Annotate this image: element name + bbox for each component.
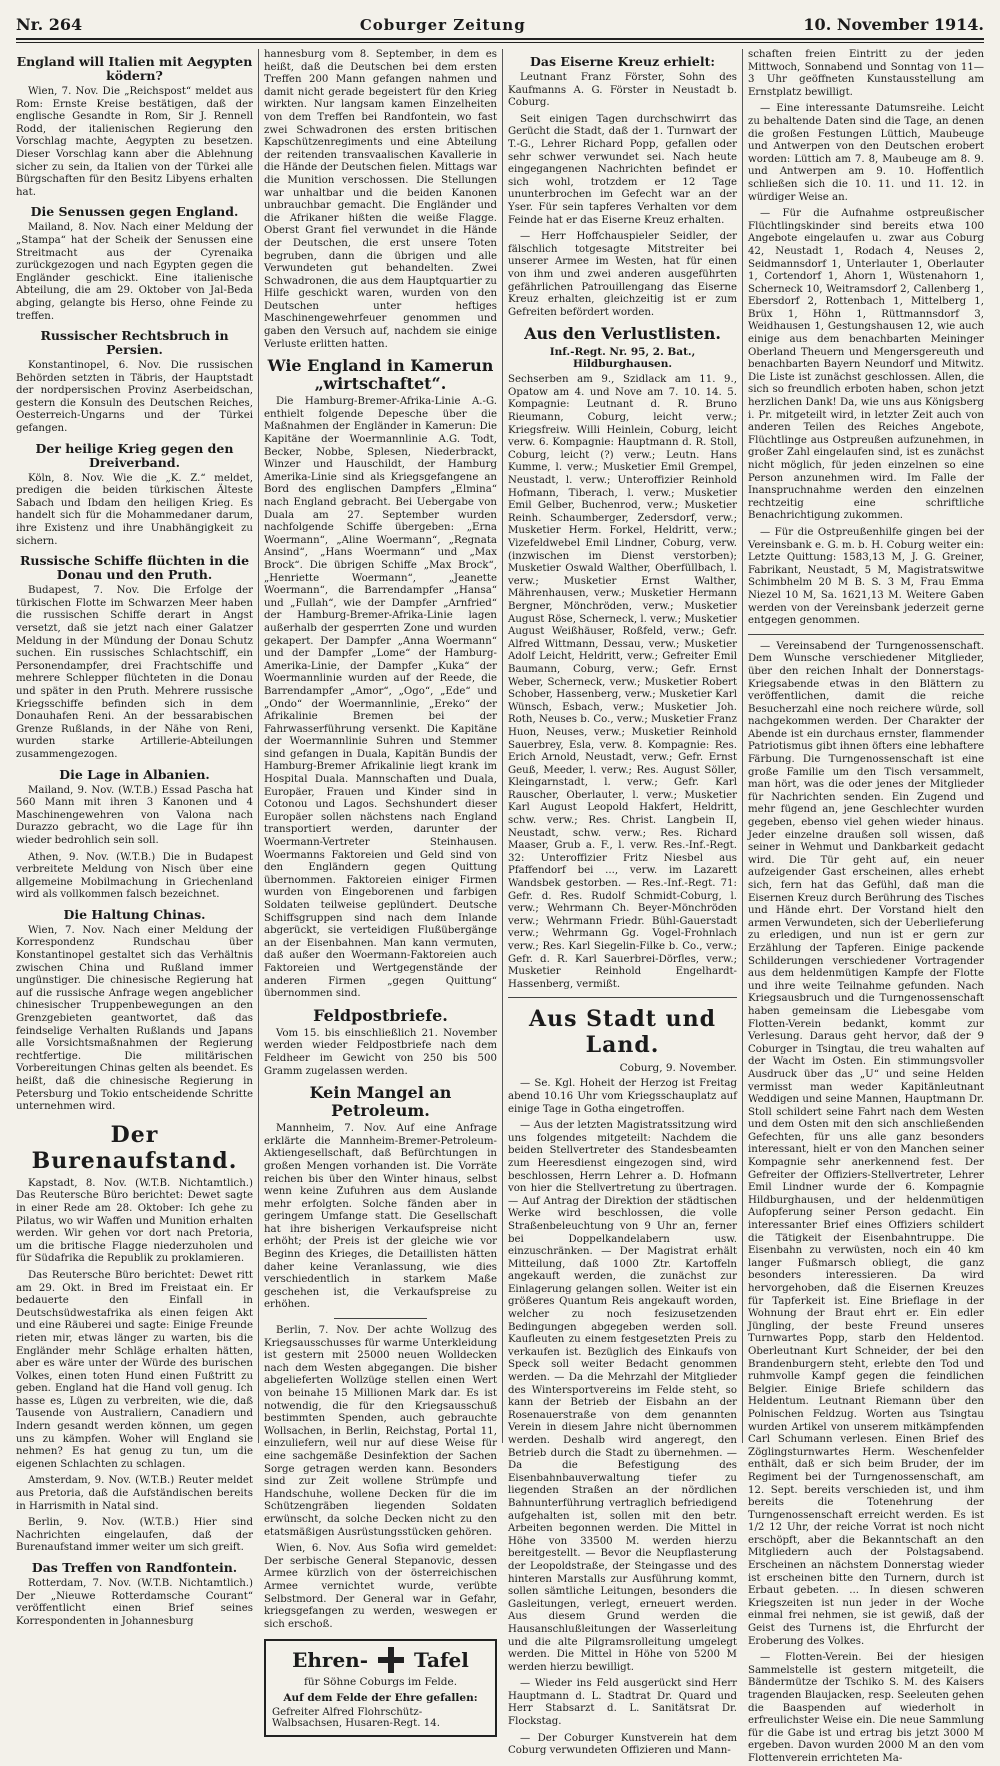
article-text: Wien, 7. Nov. Die „Reichspost“ meldet aus Rom: Ernste Kreise bestätigen, daß der englische Gesandte in Rom, Sir J. Rennell Rodd, der italienischen Regierung den Vorschlag machte, Aegypten zu besetzen. Dieser Vorschlag kann aber die Ablehnung sicher zu sein, da Italien von der Türkei alle Bürgschaften für den Besitz Libyens erhalten hat.: [16, 86, 253, 198]
article-text: Berlin, 7. Nov. Der achte Wollzug des Kriegsausschusses für warme Unterkleidung ist gestern mit 25000 neuen Wolldecken nach dem Westen abgegangen. Die bisher abgelieferten Wollzüge stellen einen Wert von beinahe 15 Millionen Mark dar. Es ist notwendig, die für den Kriegsausschuß bestimmten Spenden, auch gebrauchte Wollsachen, in Berlin, Reichstag, Portal 11, einzuliefern, weil nur auf diese Weise für eine sachgemäße Desinfektion der Sachen Sorge getragen werden kann. Besonders sind zur Zeit wollene Strümpfe und Handschuhe, wollene Decken für die im Schützengräben liegenden Soldaten erwünscht, da solche Decken nicht zu den etatsmäßigen Ausrüstungsstücken gehören.: [264, 1325, 497, 1538]
article-text: Mailand, 8. Nov. Nach einer Meldung der „Stampa“ hat der Scheik der Senussen eine Streitmacht aus der Cyrenaika zurückgezogen und nach Egypten gegen die Engländer geschickt. Eine italienische Abteilung, die am 29. Oktober von Jal-Beda abging, gelangte bis Herso, ohne Feinde zu treffen.: [16, 222, 253, 322]
ehrentafel-title-right: Tafel: [414, 1648, 469, 1673]
column-3: [502, 49, 742, 1757]
masthead-rule: [16, 38, 984, 40]
article-heading: Die Haltung Chinas.: [63, 906, 206, 922]
ehrentafel-heading: Auf dem Felde der Ehre gefallen:: [283, 1692, 478, 1705]
issue-number: Nr. 264: [16, 15, 83, 34]
article-text: Rotterdam, 7. Nov. (W.T.B. Nichtamtlich.) Der „Nieuwe Rotterdamsche Courant“ veröffentlicht einen Brief seines Korrespondenten in Johannesburg: [16, 1578, 253, 1627]
article-text: Köln, 8. Nov. Wie die „K. Z.“ meldet, predigen die beiden türkischen Älteste Sabach und Ibdam den heiligen Krieg. Es handelt sich für die Mohammedaner darum, ihre Existenz und ihre Unabhängigkeit zu sichern.: [16, 472, 253, 547]
article-heading: Russischer Rechtsbruch in Persien.: [40, 328, 229, 358]
masthead-rule-thin: [16, 42, 984, 43]
article-text: — Eine interessante Datumsreihe. Leicht zu behaltende Daten sind die Tage, an denen die großen Festungen Lüttich, Maubeuge und Antwerpen von den Deutschen erobert worden: Lüttich am 7. 8, Maubeuge am 8. 9. und Antwerpen am 9. 10. Hoffentlich schließen sich die 10. 11. und 11. 12. in würdiger Weise an.: [748, 103, 984, 203]
article-text: — Aus der letzten Magistratssitzung wird uns folgendes mitgeteilt: Nachdem die beiden Stellvertreter des Standesbeamten zum Heeresdienst eingezogen sind, wird beschlossen, Herrn Lehrer a. D. Hofmann von hier die Stellvertretung zu übertragen. — Auf Antrag der Direktion der städtischen Werke wird beschlossen, die volle Straßenbeleuchtung von 9 Uhr an, ferner bei Doppelkandelabern usw. einzuschränken. — Der Magistrat erhält Mitteilung, daß 1000 Ztr. Kartoffeln angekauft werden, die zunächst zur Einlagerung gelangen sollen. Weiter ist ein größeres Quantum Reis angekauft worden, welcher zu noch fesizusetzenden Bedingungen abgegeben werden soll. Kaufleuten zu einem festgesetzten Preis zu verkaufen ist. Bezüglich des Einkaufs von Speck soll weiter Bedacht genommen werden. — Da die Mehrzahl der Mitglieder des Wintersportvereins im Felde steht, so kann der Betrieb der Eisbahn an der Rosenauerstraße von dem genannten Verein in diesem Jahre nicht übernommen werden. Deshalb wird angeregt, den Betrieb durch die Stadt zu übernehmen. — Da die Befestigung des Eisenbahnbauverwaltung tiefer zu liegenden Straßen an der nördlichen Bahnunterführung vertraglich befriedigend aufgehalten ist, sollen mit den betr. Arbeiten begonnen werden. Die Mittel in Höhe von 33500 M. werden hierzu bereitgestellt. — Bevor die Neupflasterung der Leopoldstraße, der Steingasse und des hinteren Marstalls zur Ausführung kommt, sollen sämtliche Leitungen, besonders die Gasleitungen, verlegt, erneuert werden. Aus diesem Grund werden die Hausanschlußleitungen der Wasserleitung und die alte Pilgramsrolleitung umgelegt werden. Die Mittel in Höhe von 5200 M werden hierzu bewilligt.: [508, 1120, 737, 1673]
article-text: Das Reutersche Büro berichtet: Dewet ritt am 29. Okt. in Bred im Freistaat ein. Er bedauerte den Einfall in Deutschsüdwestafrika als einen feigen Akt und eine Räuberei und sagte: Einige Freunde rieten mir, etwas länger zu warten, bis die Engländer mehr Schläge erhalten hätten, aber es wäre unter der Würde des burischen Volkes, einen toten Hund einen Fußtritt zu geben. England hat die Hand voll genug. Ich hasse es, Lügen zu verbreiten, wie die, daß Tausende von Australiern, Canadiern und Indern gesandt werden können, um gegen uns zu kämpfen. Woher will England sie nehmen? Es hat genug zu tun, um die eigenen Schlachten zu schlagen.: [16, 1269, 253, 1470]
column-2: [258, 49, 502, 1730]
article-text: Berlin, 9. Nov. (W.T.B.) Hier sind Nachrichten eingelaufen, daß der Burenaufstand immer weiter um sich greift.: [16, 1517, 253, 1554]
separator: [748, 634, 984, 635]
article-text: Athen, 9. Nov. (W.T.B.) Die in Budapest verbreitete Meldung von Nisch über eine allgemeine Mobilmachung in Griechenland wird als vollkommen falsch bezeichnet.: [16, 851, 253, 901]
column-4: [742, 49, 984, 1764]
article-heading: Die Senussen gegen England.: [30, 204, 239, 220]
article-subheading: Inf.-Regt. Nr. 95, 2. Bat., Hildburghausen.: [549, 346, 696, 371]
article-text: Mannheim, 7. Nov. Auf eine Anfrage erklärte die Mannheim-Bremer-Petroleum-Aktiengesellschaft, daß Befürchtungen in großen Mengen vorhanden ist. Die Vorräte reichen bis über den Winter hinaus, selbst wenn keine Zufuhren aus dem Auslande mehr erfolgten. Solche fänden aber in geringem Umfange statt. Die Gesellschaft hat ihre bisherigen Verkaufspreise nicht erhöht; der Preis ist der gleiche wie vor Beginn des Krieges, die Detaillisten hätten daher keine Veranlassung, wie dies verschiedentlich in starkem Maße geschehen ist, die Verkaufspreise zu erhöhen.: [264, 1123, 497, 1311]
article-text: — Für die Ostpreußenhilfe gingen bei der Vereinsbank e. G. m. b. H. Coburg weiter ein: Letzte Quittung: 1583,13 M, J. G. Greiner, Fabrikant, Neustadt, 5 M, Magistratswitwe Schimbhelm 20 M B. S. 3 M, Frau Emma Niezel 10 M, Sa. 1621,13 M. Weitere Gaben werden von der Vereinsbank jederzeit gerne entgegen genommen.: [748, 526, 984, 627]
article-text: schaften freien Eintritt zu der jeden Mittwoch, Sonnabend und Sonntag von 11—3 Uhr geöffneten Kunstausstellung am Ernstplatz bewilligt.: [748, 49, 984, 98]
ehrentafel-title-left: Ehren-: [292, 1648, 369, 1673]
article-text: Wien, 7. Nov. Nach einer Meldung der Korrespondenz Rundschau über Konstantinopel gestaltet sich das Verhältnis zwischen China und Rußland immer ungünstiger. Die chinesische Regierung hat auf die russische Anfrage wegen angeblicher chinesischer Truppenbewegungen an den Grenzgebieten geantwortet, daß das feindselige Verhalten Rußlands und Japans alle Vorsichtsmaßnahmen der Regierung rechtfertige. Die militärischen Vorbereitungen Chinas gelten als beendet. Es heißt, daß die chinesische Regierung in Petersburg und Tokio entscheidende Schritte unternehmen wird.: [16, 924, 253, 1113]
article-text: — Der Coburger Kunstverein hat dem Coburg verwundeten Offizieren und Mann-: [508, 1732, 737, 1757]
article-text: — Se. Kgl. Hoheit der Herzog ist Freitag abend 10.16 Uhr vom Kriegsschauplatz auf einige Tage in Gotha eingetroffen.: [508, 1078, 737, 1115]
article-heading: Der Burenaufstand.: [31, 1121, 238, 1174]
article-heading: Feldpostbriefe.: [313, 1005, 448, 1025]
column-1: [16, 49, 258, 1627]
separator: [508, 997, 737, 998]
article-text: hannesburg vom 8. September, in dem es heißt, daß die Deutschen bei dem ersten Treffen 200 Mann gefangen nahmen und damit nicht gerade begeistert für den Krieg wirkten. Nur langsam kamen Einzelheiten von dem Treffen bei Randfontein, wo fast zwei Schwadronen des ersten britischen Kapschützenregiments und eine Abteilung der reitenden transvaalischen Kavallerie in die Hände der Deutschen fielen. Mittags war die Munition verschossen. Die Stellungen war unhaltbar und die beiden Kanonen unbrauchbar gemacht. Die Engländer und die Afrikaner hißten die weiße Flagge. Oberst Grant fiel verwundet in die Hände der Deutschen, die erst unsere Toten begruben, dann die übrigen und alle Verwundeten gut behandelten. Zwei Schwadronen, die aus dem Hauptquartier zu Hilfe geschickt waren, wurden von den Deutschen unter heftiges Maschinengewehrfeuer genommen und gaben den Versuch auf, nachdem sie einige Verluste erlitten hatten.: [264, 49, 497, 350]
article-text: Budapest, 7. Nov. Die Erfolge der türkischen Flotte im Schwarzen Meer haben die russischen Schiffe derart in Angst versetzt, daß sie jetzt nach einer Galatzer Meldung in der Mündung der Donau Schutz suchen. Ein russisches Schlachtschiff, ein Personendampfer, drei Frachtschiffe und mehrere Schlepper flüchteten in die Donau und später in den Pruth. Mehrere russische Kriegsschiffe befinden sich in dem Donauhafen Reni. An der bessarabischen Grenze Rußlands, in der Nähe von Reni, wurden starke Artillerie-Abteilungen zusammengezogen.: [16, 585, 253, 760]
article-text: Konstantinopel, 6. Nov. Die russischen Behörden setzten in Täbris, der Hauptstadt der nordpersischen Provinz Aserbeidschan, gestern die Konsuln des Deutschen Reiches, Oesterreich-Ungarns und der Türkei gefangen.: [16, 360, 253, 435]
article-text: Die Hamburg-Bremer-Afrika-Linie A.-G. enthielt folgende Depesche über die Maßnahmen der Engländer in Kamerun: Die Kapitäne der Woermannlinie A.G. Todt, Becker, Nobbe, Splesen, Niederbrackt, Winzer und Hauschildt, der Hamburg Amerika-Linie sind als Kriegsgefangene an Bord des englischen Dampfers „Elmina“ nach England gebracht. Bei Uebergabe von Duala am 27. September wurden nachfolgende Schiffe übergeben: „Erna Woermann“, „Aline Woermann“, „Regnata Ansind“, „Hans Woermann“ und „Max Brock“. Die übrigen Schiffe „Max Brock“, „Henriette Woermann“, „Jeanette Woermann“, die Barrendampfer „Hansa“ und „Fullah“, wie der Dampfer „Arnfried“ der Hamburg-Bremer-Afrika-Linie lagen außerhalb der gesperrten Zone und wurden gekapert. Der Dampfer „Anna Woermann“ und der Dampfer „Lome“ der Hamburg-Amerika-Linie, der Dampfer „Kuka“ der Woermannlinie wurden auf der Reede, die Barrendampfer „Amor“, „Ogo“, „Ede“ und „Ondo“ der Woermannlinie, „Ereko“ der Afrikalinie Bremen bei der Fahrwasserführung versenkt. Die Kapitäne der Woermannlinie Suhren und Stemmer sind gefangen in Duala, Kapitän Bundis der Hamburg-Bremer Afrikalinie liegt krank im Hospital Duala. Mannschaften und Duala, Europäer, Frauen und Kinder sind in Cotonou und Lagos. Sechshundert dieser Europäer sollen nächstens nach England transportiert werden, darunter der Woermann-Vertreter Steinhausen. Woermanns Faktoreien und Geld sind von den Engländern gegen Quittung übernommen. Faktoreien einiger Firmen wurden von Eingeborenen und farbigen Soldaten teilweise geplündert. Deutsche Schiffsgruppen sind nach dem Inlande abgerückt, sie verteidigen Flußübergänge an der Eisenbahnen. Man kann vermuten, daß außer den Woermann-Faktoreien auch Faktoreien und Wertgegenstände der anderen Firmen „gegen Quittung“ übernommen sind.: [264, 396, 497, 1000]
article-heading: Wie England in Kamerun „wirtschaftet“.: [267, 356, 494, 394]
separator: [334, 1318, 427, 1319]
article-text: — Für die Aufnahme ostpreußischer Flüchtlingskinder sind bereits etwa 100 Angebote eingelaufen u. zwar aus Coburg 42, Neustadt 1, Rodach 4, Neuses 2, Seidmannsdorf 1, Unterlauter 1, Oberlauter 1, Cortendorf 1, Ahorn 1, Wüstenahorn 1, Scherneck 10, Weitramsdorf 2, Callenberg 1, Ebersdorf 2, Rottenbach 1, Mittelberg 1, Brüx 1, Höhn 1, Rüttmannsdorf 3, Weidhausen 1, Gestungshausen 12, wie auch einige aus dem benachbarten Meininger Oberland Theuern und Mengersgereuth und benachbarten Bayern Neundorf und Mitwitz. Die Liste ist zunächst geschlossen. Allen, die sich so freundlich erboten haben, schon jetzt herzlichen Dank! Da, wie uns aus Königsberg i. Pr. mitgeteilt wird, in letzter Zeit auch von anderen Teilen des Reiches Angebote, Flüchtlinge aus Ostpreußen aufzunehmen, in großer Zahl eingelaufen sind, ist es zunächst nicht möglich, für jeden einzelnen so eine Person anzunehmen wird. Im Falle der Inanspruchnahme werden den einzelnen rechtzeitig eine schriftliche Benachrichtigung zukommen.: [748, 208, 984, 522]
ehrentafel-title: [272, 1647, 489, 1673]
article-text: Amsterdam, 9. Nov. (W.T.B.) Reuter meldet aus Pretoria, daß die Aufständischen bereits in Harrismith in Natal sind.: [16, 1475, 253, 1512]
article-heading: Russische Schiffe flüchten in die Donau und den Pruth.: [19, 553, 250, 583]
masthead: [16, 10, 984, 34]
article-text: — Vereinsabend der Turngenossenschaft. Dem Wunsche verschiedener Mitglieder, über den reichen Inhalt der Donnerstags-Kriegsabende etwas in den Blättern zu veröffentlichen, damit die reiche Besucherzahl eine noch reichere würde, soll nachgekommen werden. Der Charakter der Abende ist ein durchaus ernster, flammender Patriotismus gibt ihnen öfters eine lebhaftere Färbung. Die Turngenossenschaft ist eine große Familie um den Tisch versammelt, man hört, was die oder jenes der Mitglieder für Nachrichten senden. Ein Zugend und mehr fügend an, jene Geschlechter wurden gegeben, ebenso viel gehen wieder hinaus. Jeder einzelne draußen soll wissen, daß seiner in Wehmut und Dankbarkeit gedacht wird. Die Tür geht auf, ein neuer aufzeigender Gast erscheinen, alles erhebt sich, fern hat das Gefühl, daß man die Eisernen Kreuz durch Berührung des Tisches und Hände ehrt. Der Vorstand hielt den armen Verwundeten, sich der Ueberlieferung zu erledigen, und nun ist er gern zur Erzählung der Tapferen. Einige packende Schilderungen verschiedener Vortragender aus dem heldenmütigen Kampfe der Flotte und ihre weite Teilnahme gefunden. Nach Kriegsausbruch und die Turngenossenschaft haben gemeinsam die Liebesgabe vom Flotten-Verein bedankt, kommt zur Verlesung. Daraus geht hervor, daß der 9 Coburger in Tsingtau, die treu wahalten auf der Wacht im Osten. Ein stimmungsvoller Ausdruck über das „U“ und seine Helden vermisst man weder Kapitänleutnant Weddigen und seine Mannen, Hauptmann Dr. Stoll schildert seine Fahrt nach dem Westen und dem Osten mit den sich anschließenden Gefechten, für uns alle ganz besonders interessant, hielt er von den Manchen seiner Kompagnie sehr anerkennend fest. Der Gefreiter der Offiziers-Stellvertreter, Lehrer Emil Lindner wurde der 6. Kompagnie Hildburghausen, und der heldenmütigen Aufopferung seiner Person gedacht. Ein interessanter Brief eines Offiziers schildert die Tätigkeit der Eisenbahntruppe. Die Eisenbahn zu verwüsten, noch ein 40 km langer Fußmarsch obliegt, die ganz besonders interessieren. Da wird hervorgehoben, daß die Eisernen Kreuzes für Tapferkeit ist. Eine Brieflage in der Wohnung der Braut ehrt er. Ein edler Jüngling, der beste Freund unseres Turnwartes Popp, starb den Heldentod. Oberleutnant Kurt Schneider, der bei den Brandenburgern steht, erlebte den Tod und ruhmvolle Kampf gegen die feindlichen Belgier. Einige Briefe schildern das Heldentum. Leutnant Riemann über den Polnischen Feldzug. Worten aus Tsingtau wurden Artikel von unserem mitkämpfenden Carl Schumann verlesen. Einen Brief des Zöglingsturnwartes Herm. Weschenfelder enthält, daß er sich beim Bruder, der im Regiment bei der Turngenossenschaft, am 12. Sept. bereits verschieden ist, und ihm bereits die Totenehrung der Turngenossenschaft erreicht werden. Es ist 1/2 12 Uhr, der reiche Vorrat ist noch nicht erschöpft, aber die Bekanntschaft an den Mitgliedern auch der Polstagsabend. Erscheinen an nächstem Donnerstag wieder ist erscheinen bitte den Turnern, durch ist Erbaut gebeten. ... In diesen schweren Kriegszeiten ist nun jeder in der Woche einmal frei nehmen, sie ist gewiß, daß der Geist des Turnens ist, die Ehrfurcht der Eroberung des Volkes.: [748, 640, 984, 1647]
article-heading: Das Treffen von Randfontein.: [31, 1560, 238, 1575]
article-heading: England will Italien mit Aegypten ködern?: [16, 54, 253, 83]
section-heading: Aus Stadt und Land.: [529, 1006, 716, 1059]
ehrentafel-box: [264, 1639, 497, 1737]
article-text: Leutnant Franz Förster, Sohn des Kaufmanns A. G. Förster in Neustadt b. Coburg.: [508, 72, 737, 109]
article-heading: Die Lage in Albanien.: [59, 766, 210, 782]
article-text: Vom 15. bis einschließlich 21. November werden wieder Feldpostbriefe nach dem Feldheer im Gewicht von 250 bis 500 Gramm zugelassen werden.: [264, 1027, 497, 1077]
ehrentafel-entry: Gefreiter Alfred Flohrschütz-Walbsachsen, Husaren-Regt. 14.: [272, 1707, 440, 1730]
newspaper-title: Coburger Zeitung: [359, 16, 526, 34]
article-text: Mailand, 9. Nov. (W.T.B.) Essad Pascha hat 560 Mann mit ihren 3 Kanonen und 4 Maschinengewehren von Valona nach Durazzo gebracht, wo die Lage für ihn wieder bedrohlich sein soll.: [16, 784, 253, 846]
article-text: — Wieder ins Feld ausgerückt sind Herr Hauptmann d. L. Stadtrat Dr. Quard und Herr Stabsarzt d. L. Sanitätsrat Dr. Flockstag.: [508, 1678, 737, 1728]
article-text: Kapstadt, 8. Nov. (W.T.B. Nichtamtlich.) Das Reutersche Büro berichtet: Dewet sagte in einer Rede am 28. Oktober: Ich gehe zu Pilatus, wo wir Waffen und Munition erhalten werden. Wir gehen vor dort nach Pretoria, um die britische Flagge niederzuholen und für Südafrika die Republik zu proklamieren.: [16, 1177, 253, 1265]
article-heading: Aus den Verlustlisten.: [524, 324, 721, 344]
ehrentafel-subtitle: für Söhne Coburgs im Felde.: [303, 1676, 458, 1689]
columns: [16, 49, 984, 1764]
article-text: Wien, 6. Nov. Aus Sofia wird gemeldet: Der serbische General Stepanovic, dessen Armee kürzlich von der österreichischen Armee vernichtet wurde, verübte Selbstmord. Der General war in Gefahr, kriegsgefangen zu werden, weswegen er sich erschoß.: [264, 1543, 497, 1630]
article-text: Seit einigen Tagen durchschwirrt das Gerücht die Stadt, daß der 1. Turnwart der T.-G., Lehrer Richard Popp, gefallen oder sehr schwer verwundet sei. Nach heute eingegangenen Nachrichten befindet er sich wohl, trotzdem er 12 Tage ununterbrochen im Gefecht war an der Yser. Für sein tapferes Verhalten vor dem Feinde hat er das Eiserne Kreuz erhalten.: [508, 113, 737, 226]
iron-cross-icon: [378, 1647, 404, 1673]
dateline: Coburg, 9. November.: [619, 1062, 737, 1075]
issue-date: 10. November 1914.: [803, 15, 984, 34]
article-heading: Kein Mangel an Petroleum.: [309, 1083, 452, 1121]
article-heading: Das Eiserne Kreuz erhielt:: [530, 54, 715, 69]
article-text: — Herr Hoffchauspieler Seidler, der fälschlich totgesagte Mitstreiter bei unserer Armee im Westen, hat für einen von ihm und zwei anderen ausgeführten gefährlichen Patrouillengang das Eiserne Kreuz erhalten, gleichzeitig ist er zum Gefreiten befördert worden.: [508, 231, 737, 318]
article-text: Sechserben am 9., Szidlack am 11. 9., Opatow am 4. und Nove am 7. 10. 14. 5. Kompagnie: Leutnant d. R. Bruno Rieumann, Coburg, leicht verw.; Kriegsfreiw. Willi Heinlein, Coburg, leicht verw. 6. Kompagnie: Hauptmann d. R. Stoll, Coburg, leicht (?) verw.; Leutn. Hans Kumme, l. verw.; Musketier Emil Grempel, Neustadt, l. verw.; Unteroffizier Reinhold Hofmann, Tiberach, l. verw.; Musketier Emil Gelber, Buchenrod, verw.; Musketier Reinh. Schaumberger, Zedersdorf, verw.; Musketier Herm. Forkel, Heldritt, verw.; Vizefeldwebel Emil Lindner, Coburg, verw. (inzwischen im Dienst verstorben); Musketier Oswald Walther, Oberfüllbach, l. verw.; Musketier Ernst Walther, Mährenhausen, verw.; Musketier Hermann Bergner, Mönchröden, verw.; Musketier August Röse, Scherneck, l. verw.; Musketier August Weißhäuser, Roßfeld, verw.; Gefr. Alfred Wittmann, Dessau, verw.; Musketier Adolf Leicht, Heldritt, verw.; Gefreiter Emil Baumann, Coburg, verw.; Gefr. Ernst Weber, Scherneck, verw.; Musketier Robert Schober, Hassenberg, verw.; Musketier Karl Wünsch, Esbach, verw.; Musketier Joh. Roth, Neuses b. Co., verw.; Musketier Franz Huon, Neuses, verw.; Musketier Reinhold Sauerbrey, Esla, verw. 8. Kompagnie: Res. Erich Arnold, Neustadt, verw.; Gefr. Ernst Geuß, Meeder, l. verw.; Res. August Söller, Kleingarnstadt, l. verw.; Gefr. Karl Rauscher, Oberlauter, l. verw.; Musketier Karl August Leopold Hakfert, Heldritt, schw. verw.; Res. Christ. Langbein II, Neustadt, schw. verw.; Res. Richard Maaser, Grub a. F., l. verw. Res.-Inf.-Regt. 32: Unteroffizier Fritz Niesbel aus Pfaffendorf bei ..., verw. im Lazarett Wandsbek gestorben. — Res.-Inf.-Regt. 71: Gefr. d. Res. Rudolf Schmidt-Coburg, l. verw.; Wehrmann Ch. Beyer-Mönchröden verw.; Wehrmann Friedr. Bühl-Gauerstadt verw.; Wehrmann Gg. Vogel-Frohnlach verw.; Res. Karl Siegelin-Filke b. Co., verw.; Gefr. d. R. Karl Sauerbrei-Dörfles, verw.; Musketier Reinhold Engelhardt-Hassenberg, vermißt.: [508, 374, 737, 990]
article-heading: Der heilige Krieg gegen den Dreiverband.: [35, 440, 234, 470]
article-text: — Flotten-Verein. Bei der hiesigen Sammelstelle ist gestern mitgeteilt, die Bändermütze der Tschiko S. M. des Kaisers tragenden Blaujacken, resp. Seeleuten gehen die Baaspenden auf wiederholt in erfreulichster Weise ein. Die neue Sammlung für die Gabe ist und ertrag bis jetzt 3000 M ergeben. Davon wurden 2000 M an den vom Flottenverein errichteten Ma-: [748, 1652, 984, 1764]
